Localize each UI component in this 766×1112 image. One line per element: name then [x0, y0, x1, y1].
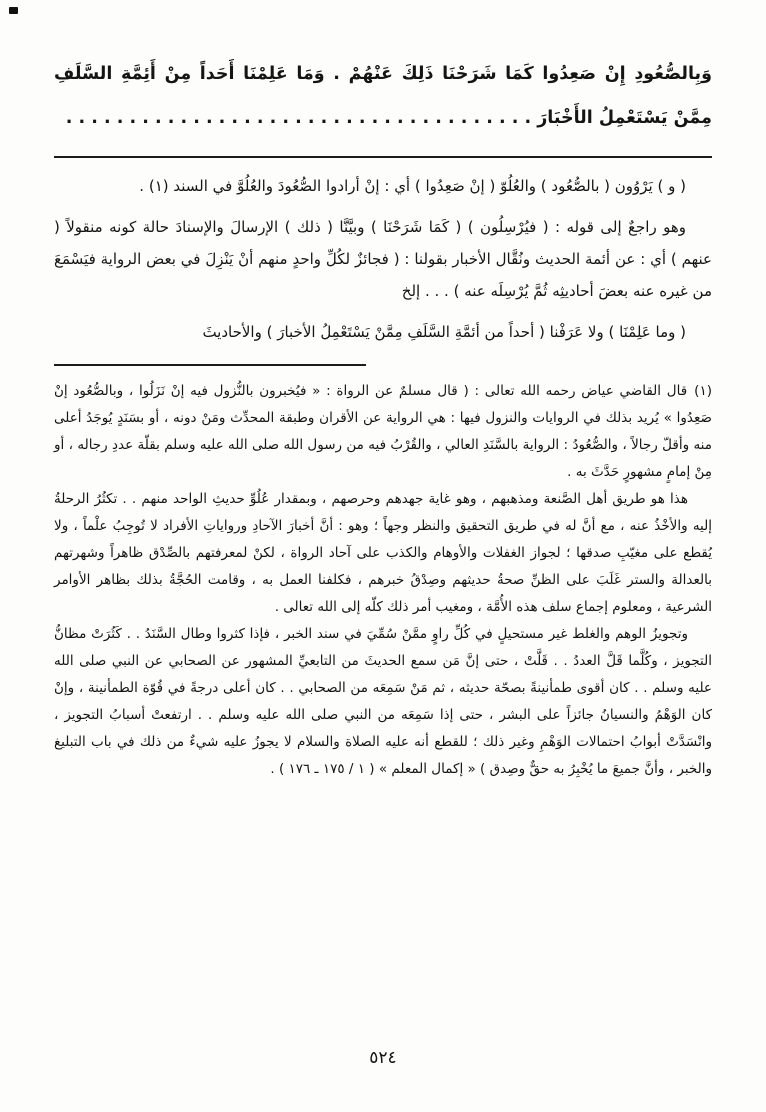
- main-text-line-with-dotted-leader: مِمَّنْ يَسْتَعْمِلُ الأَخْبَارَ . . . . . . . . . . . . . . . . . . . . . . . . . . . . . . . . . . . . .: [65, 108, 712, 128]
- commentary-block: [54, 170, 712, 348]
- footnote-paragraph: وتجويزُ الوهم والغلط غير مستحيلٍ في كُلِّ راوٍ ممَّنْ سُمِّيَ في سند الخبر ، فإذا كثروا وطال السَّنَدُ . . كَثُرَتْ مظانُّ التجويز ، وكُلَّما قَلَّ العددُ . . قَلَّتْ ، حتى إنَّ مَن سمع الحديثَ من التابعيِّ المشهور عن الصحابي عن النبي صلى الله عليه وسلم . . كان أقوى طمأنينةً بصحّة حديثه ، ثم مَنْ سَمِعَه من الصحابي . . كان أعلى درجةً في قُوّة الطمأنينة ، وإنْ كان الوَهْمُ والنسيانُ جائزاً على البشر ، حتى إذا سَمِعَه من النبي صلى الله عليه وسلم . . ارتفعتْ أسبابُ التجويز ، وانْسَدَّتْ أبوابُ احتمالات الوَهْمِ وغير ذلك ؛ للقطع أنه عليه الصلاة والسلام لا يجوزُ عليه شيءٌ من ذلك في باب التبليغ والخبر ، وأنَّ جميعَ ما يُخْبِرُ به حقٌّ وصِدق ) « إكمال المعلم » ( ١ / ١٧٥ ـ ١٧٦ ) .: [54, 626, 712, 777]
- footnote-paragraph: هذا هو طريق أهل الصَّنعة ومذهبهم ، وهو غاية جهدهم وحرصهم ، وبمقدار عُلُوِّ حديثِ الواحد منهم . . تكثُرُ الرحلةُ إليه والأخْذُ عنه ، مع أنَّ له في طريق التحقيق والنظر وجهاً ؛ وهو : أنَّ أخبارَ الآحادِ ورواياتِ الأفراد لا تُوجِبُ علْماً ، ولا يُقطع على مغيّبِ صدقها ؛ لجواز الغفلات والأوهام والكذب على آحاد الرواة ، لكنْ لمعرفتهم بالصِّدْق ظاهراً وشهرتهم بالعدالة والستر غَلَبَ على الظنِّ صحةُ حديثهم وصِدْقُ خبرهم ، فكلفنا العمل به ، وقامت الحُجَّةُ بذلك بظاهر الأوامر الشرعية ، ومعلوم إجماع سلف هذه الأُمَّة ، ومغيب أمر ذلك كلّه إلى الله تعالى .: [54, 491, 712, 615]
- commentary-paragraph: وهو راجعٌ إلى قوله : ( فيُرْسِلُون ) ( كَمَا شَرَحْنَا ) وبيَّنَّا ( ذلك ) الإرسالَ والإسنادَ حالة كونه منقولاً ( عنهم ) أي : عن أئمة الحديث ونُقَّال الأخبار بقولنا : ( فجائزٌ لكُلِّ واحدٍ منهم أنْ يَنْزِلَ في بعض الرواية فيَسْمَعَ من غيره عنه بعضَ أحاديثِه ثُمَّ يُرْسِلَه عنه ) . . . إلخ: [54, 218, 712, 300]
- page-number: ٥٢٤: [369, 1048, 397, 1068]
- footnote-marker: (١): [694, 383, 712, 399]
- scan-artifact: [9, 7, 18, 14]
- section-divider-rule: [54, 156, 712, 158]
- footnote-text: قال القاضي عياض رحمه الله تعالى : ( قال مسلمٌ عن الرواة : « فيُخبرون بالنُّزول فيه إنْ نَزَلُوا ، وبالصُّعُود إنْ صَعِدُوا » يُريد بذلك في الروايات والنزول فيها : هي الرواية عن الأقران وطبقة المحدِّث ومَنْ دونه ، أو بسَنَدٍ يُوجَدُ أعلى منه وأقلّ رجالاً ، والصُّعُودُ : الرواية بالسَّنَدِ العالي ، والقُرْبُ فيه من رسول الله صلى الله عليه وسلم بقلّة عددِ رجاله ، أو مِنْ إمامٍ مشهورٍ حَدَّثَ به .: [54, 383, 712, 480]
- main-text-line: وَبِالصُّعُودِ إِنْ صَعِدُوا كَمَا شَرَحْنَا ذَلِكَ عَنْهُمْ . وَمَا عَلِمْنَا أَحَداً مِنْ أَئِمَّةِ السَّلَفِ: [54, 64, 712, 84]
- footnote-block: [54, 378, 712, 783]
- footnote-paragraph: [54, 378, 712, 486]
- commentary-paragraph: ( و ) يَرْوُون ( بالصُّعُود ) والعُلُوّ ( إنْ صَعِدُوا ) أي : إنْ أرادوا الصُّعُودَ والعُلُوَّ في السند (١) .: [139, 177, 686, 195]
- commentary-paragraph: ( وما عَلِمْنَا ) ولا عَرَفْنا ( أحداً من أئمَّةِ السَّلَفِ مِمَّنْ يَسْتَعْمِلُ الأخبارَ ) والأحاديثَ: [202, 323, 686, 341]
- footnote-divider-rule: [54, 364, 366, 366]
- main-text-block: [54, 52, 712, 140]
